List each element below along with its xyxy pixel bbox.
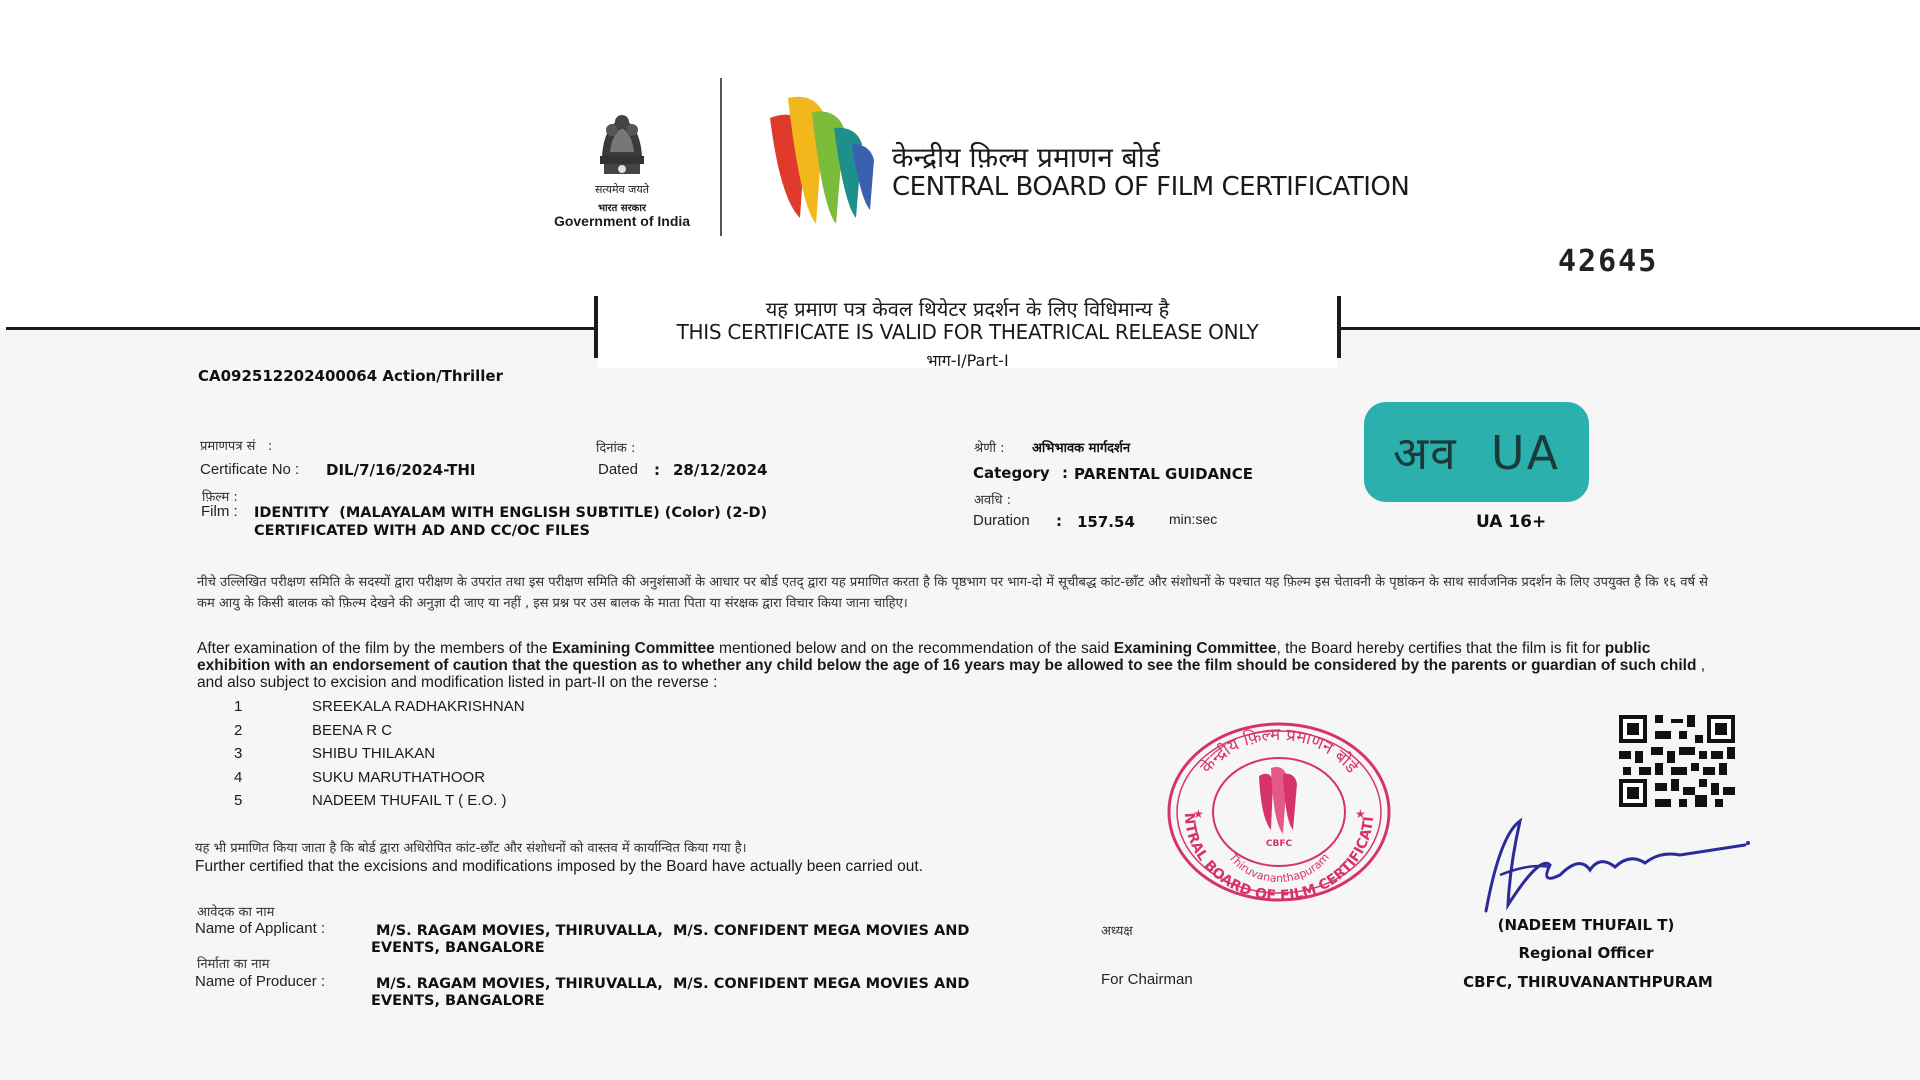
officer-signature: [1480, 815, 1750, 915]
english-certification-text: [197, 640, 1717, 691]
member-number: 4: [234, 768, 243, 786]
chairman-label-hindi: अध्यक्ष: [1101, 924, 1133, 939]
date-label: Dated: [598, 461, 639, 478]
film-title-line2: CERTIFICATED WITH AD AND CC/OC FILES: [254, 523, 590, 539]
list-item: [234, 698, 525, 722]
member-number: 2: [234, 721, 243, 739]
member-name: SREEKALA RADHAKRISHNAN: [312, 698, 525, 715]
gov-hindi: भारत सरकार: [597, 203, 647, 214]
seal-bottom-text: NTRAL BOARD OF FILM CERTIFICATI: [1180, 812, 1377, 905]
reference-code: CA092512202400064 Action/Thriller: [198, 367, 503, 385]
validity-bracket-right: [1337, 296, 1341, 358]
cbfc-logo-icon: [766, 88, 878, 228]
signatory-name: (NADEEM THUFAIL T): [1497, 916, 1675, 934]
film-label: Film :: [201, 503, 238, 520]
hindi-certification-text: नीचे उल्लिखित परीक्षण समिति के सदस्यों द्वारा परीक्षण के उपरांत तथा इस परीक्षण समिति की अनुशंसाओं के आधार पर बोर्ड एतद् द्वारा यह प्रमाणित करता है कि पृष्ठभाग पर भाग-दो में सूचीबद्ध कांट-छाँट और संशोधनों के पश्चात यह फ़िल्म इस चेतावनी के पृष्ठांकन के साथ सार्वजनिक प्रदर्शन के लिए उपयुक्त है कि १६ वर्ष से कम आयु के किसी बालक को फ़िल्म देखने की अनुज्ञा दी जाए या नहीं , इस प्रश्न पर उस बालक के माता पिता या संरक्षक द्वारा विचार किया जाना चाहिए।: [197, 575, 1708, 611]
certificate-no-label-hindi: प्रमाणपत्र सं :: [200, 439, 273, 454]
signature-icon: [1480, 815, 1750, 915]
date-value: 28/12/2024: [673, 461, 768, 479]
date-label-hindi: दिनांक :: [596, 441, 636, 456]
header-rule-right: [1340, 327, 1920, 330]
applicant-label-hindi: आवेदक का नाम: [197, 905, 275, 920]
seal-abbr: CBFC: [1265, 839, 1293, 849]
date-colon: :: [654, 461, 660, 479]
film-label-hindi: फ़िल्म :: [202, 490, 238, 505]
film-title-line1: IDENTITY (MALAYALAM WITH ENGLISH SUBTITLE) (Color) (2-D): [254, 505, 768, 521]
seal-stamp-icon: [1163, 718, 1395, 906]
emblem-motto: सत्यमेव जयते: [594, 183, 649, 196]
certificate-no-label: Certificate No :: [200, 461, 300, 478]
seal-top-text: केन्द्रीय फ़िल्म प्रमाणन बोर्ड: [1196, 724, 1362, 778]
rating-subtext: UA 16+: [1476, 512, 1547, 532]
text-run-bold: Examining Committee: [551, 640, 715, 657]
board-name-english: CENTRAL BOARD OF FILM CERTIFICATION: [892, 172, 1410, 202]
duration-label: Duration: [973, 512, 1030, 529]
member-name: SHIBU THILAKAN: [312, 745, 436, 762]
header-divider: [720, 78, 722, 236]
signatory-title: Regional Officer: [1518, 944, 1654, 962]
committee-member-list: [234, 698, 525, 816]
category-colon: :: [1062, 464, 1068, 482]
qr-code: [1619, 715, 1735, 807]
rating-badge-text: अव UA: [1392, 426, 1561, 480]
category-label: Category: [973, 464, 1050, 482]
member-name: BEENA R C: [312, 721, 393, 739]
board-name-hindi: केन्द्रीय फ़िल्म प्रमाणन बोर्ड: [892, 141, 1160, 174]
duration-colon: :: [1056, 512, 1062, 530]
duration-value: 157.54: [1077, 513, 1135, 531]
chairman-label: For Chairman: [1101, 971, 1193, 988]
member-number: 1: [234, 698, 243, 715]
validity-part: भाग-I/Part-I: [926, 351, 1009, 370]
applicant-name-line2: EVENTS, BANGALORE: [371, 940, 545, 956]
lion-capital-icon: [582, 96, 662, 186]
seal-star-icon: ★: [1355, 807, 1366, 821]
text-run: , the Board hereby certifies that the film is fit for: [1276, 640, 1605, 657]
list-item: [234, 792, 525, 816]
validity-hindi: यह प्रमाण पत्र केवल थियेटर प्रदर्शन के लिए विधिमान्य है: [765, 297, 1170, 321]
applicant-label: Name of Applicant :: [195, 920, 326, 937]
duration-unit: min:sec: [1169, 511, 1218, 527]
qr-code-icon: [1619, 715, 1735, 807]
text-run-bold: public exhibition with an endorsement of caution that the question as to whether any child below the age of 16 years may be allowed to see the film should be considered by the parents or guardian of such child: [197, 640, 1697, 674]
text-run: , and also subject to excision and modification listed in part-II on the reverse :: [197, 657, 1706, 691]
national-emblem: [582, 96, 662, 186]
member-number: 5: [234, 792, 243, 809]
seal-star-icon: ★: [1193, 807, 1204, 821]
list-item: [234, 769, 525, 793]
text-run: mentioned below and on the recommendation of the said: [714, 640, 1114, 657]
duration-label-hindi: अवधि :: [974, 493, 1012, 508]
gov-english: Government of India: [553, 213, 691, 229]
producer-label: Name of Producer :: [195, 973, 326, 990]
producer-name-line1: M/S. RAGAM MOVIES, THIRUVALLA, M/S. CONFIDENT MEGA MOVIES AND: [376, 976, 970, 992]
applicant-name-line1: M/S. RAGAM MOVIES, THIRUVALLA, M/S. CONFIDENT MEGA MOVIES AND: [376, 923, 970, 939]
validity-english: THIS CERTIFICATE IS VALID FOR THEATRICAL RELEASE ONLY: [676, 320, 1259, 344]
rating-badge: [1364, 402, 1589, 502]
cbfc-logo: [766, 88, 878, 228]
further-certified-english: Further certified that the excisions and modifications imposed by the Board have actually been carried out.: [195, 858, 924, 875]
member-name: SUKU MARUTHATHOOR: [312, 768, 486, 786]
text-run-bold: Examining Committee: [1113, 640, 1277, 657]
cbfc-seal: [1163, 718, 1395, 906]
list-item: [234, 722, 525, 746]
serial-number: 42645: [1558, 244, 1659, 279]
member-number: 3: [234, 745, 243, 762]
text-run: After examination of the film by the members of the: [197, 640, 552, 657]
certificate-no-value: DIL/7/16/2024-THI: [326, 461, 476, 479]
producer-label-hindi: निर्माता का नाम: [197, 957, 270, 972]
signatory-office: CBFC, THIRUVANANTHPURAM: [1463, 973, 1713, 991]
further-certified-hindi: यह भी प्रमाणित किया जाता है कि बोर्ड द्वारा अधिरोपित कांट-छाँट और संशोधनों को वास्तव में कार्यान्वित किया गया है।: [195, 841, 747, 856]
producer-name-line2: EVENTS, BANGALORE: [371, 993, 545, 1009]
member-name: NADEEM THUFAIL T ( E.O. ): [312, 792, 507, 809]
header-rule-left: [6, 327, 596, 330]
category-label-hindi: श्रेणी :: [974, 441, 1005, 456]
category-value-hindi: अभिभावक मार्गदर्शन: [1032, 441, 1131, 456]
seal-inner-text: Thiruvananthapuram: [1226, 850, 1332, 886]
list-item: [234, 745, 525, 769]
category-value: PARENTAL GUIDANCE: [1074, 465, 1253, 483]
